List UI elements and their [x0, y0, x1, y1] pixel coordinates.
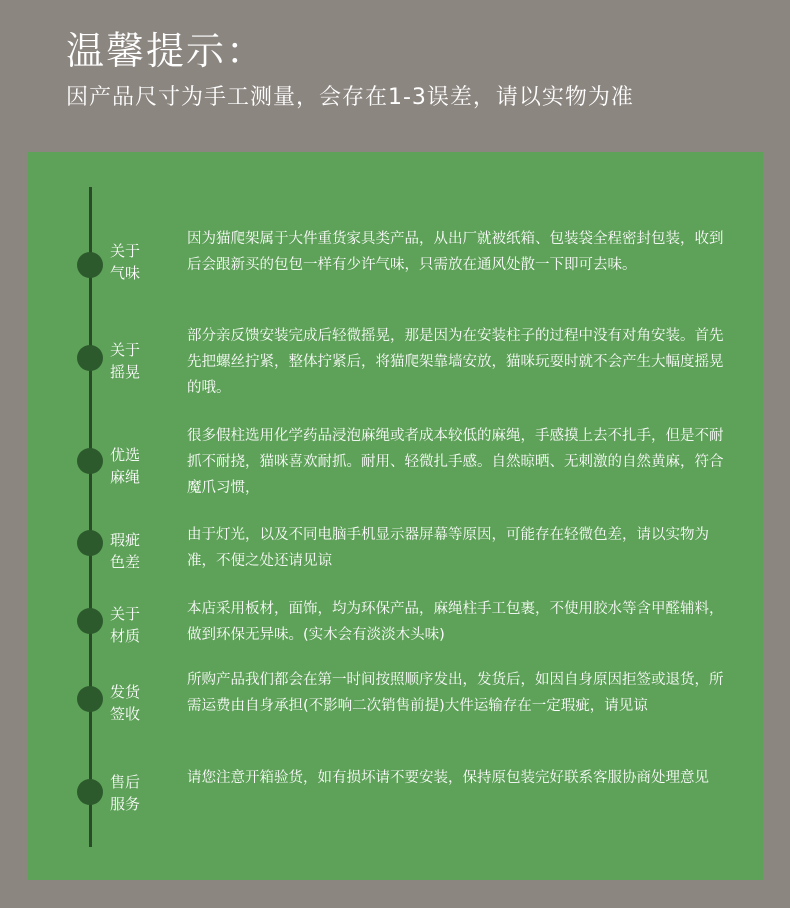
item-text-color: 由于灯光，以及不同电脑手机显示器屏幕等原因，可能存在轻微色差，请以实物为准，不便之处还请见谅: [187, 527, 709, 569]
item-label-line: 关于: [110, 242, 141, 260]
item-label-line: 气味: [110, 264, 141, 282]
item-label-line: 签收: [110, 705, 141, 723]
item-label-shake: [110, 339, 154, 383]
item-label-line: 售后: [110, 773, 141, 791]
timeline-dot: [77, 345, 103, 371]
timeline-dot: [77, 448, 103, 474]
item-label-rope: [110, 444, 154, 488]
item-label-color: [110, 529, 154, 573]
timeline-dot: [77, 530, 103, 556]
item-label-line: 关于: [110, 341, 141, 359]
item-text-rope: 很多假柱选用化学药品浸泡麻绳或者成本较低的麻绳，手感摸上去不扎手，但是不耐抓不耐挠，猫咪喜欢耐抓。耐用、轻微扎手感。自然晾晒、无刺激的自然黄麻，符合魔爪习惯，: [187, 428, 724, 496]
item-label-line: 摇晃: [110, 363, 141, 381]
page-title: 温馨提示：: [66, 29, 267, 73]
item-label-line: 色差: [110, 553, 141, 571]
item-label-odor: [110, 240, 154, 284]
item-label-shipping: [110, 681, 154, 725]
timeline-dot: [77, 779, 103, 805]
item-text-odor: 因为猫爬架属于大件重货家具类产品，从出厂就被纸箱、包装袋全程密封包装，收到后会跟新买的包包一样有少许气味，只需放在通风处散一下即可去味。: [187, 231, 724, 273]
timeline-dot: [77, 252, 103, 278]
item-label-line: 瑕疵: [110, 531, 141, 549]
timeline-dot: [77, 608, 103, 634]
item-text-shake: 部分亲反馈安装完成后轻微摇晃，那是因为在安装柱子的过程中没有对角安装。首先先把螺丝拧紧，整体拧紧后，将猫爬架靠墙安放，猫咪玩耍时就不会产生大幅度摇晃的哦。: [187, 328, 724, 396]
item-label-material: [110, 603, 154, 647]
item-text-material: 本店采用板材，面饰，均为环保产品，麻绳柱手工包裹，不使用胶水等含甲醛辅料，做到环保无异味。(实木会有淡淡木头味): [187, 601, 724, 643]
item-label-line: 关于: [110, 605, 141, 623]
item-text-service: 请您注意开箱验货，如有损坏请不要安装，保持原包装完好联系客服协商处理意见: [187, 770, 709, 786]
item-label-line: 麻绳: [110, 468, 141, 486]
item-label-line: 服务: [110, 795, 141, 813]
page-subtitle: 因产品尺寸为手工测量，会存在1-3误差，请以实物为准: [66, 85, 634, 110]
item-label-line: 发货: [110, 683, 141, 701]
item-label-line: 优选: [110, 446, 141, 464]
timeline-dot: [77, 686, 103, 712]
item-text-shipping: 所购产品我们都会在第一时间按照顺序发出，发货后，如因自身原因拒签或退货，所需运费由自身承担(不影响二次销售前提)大件运输存在一定瑕疵，请见谅: [187, 672, 724, 714]
timeline-line: [89, 187, 92, 847]
item-label-line: 材质: [110, 627, 141, 645]
item-label-service: [110, 771, 154, 815]
